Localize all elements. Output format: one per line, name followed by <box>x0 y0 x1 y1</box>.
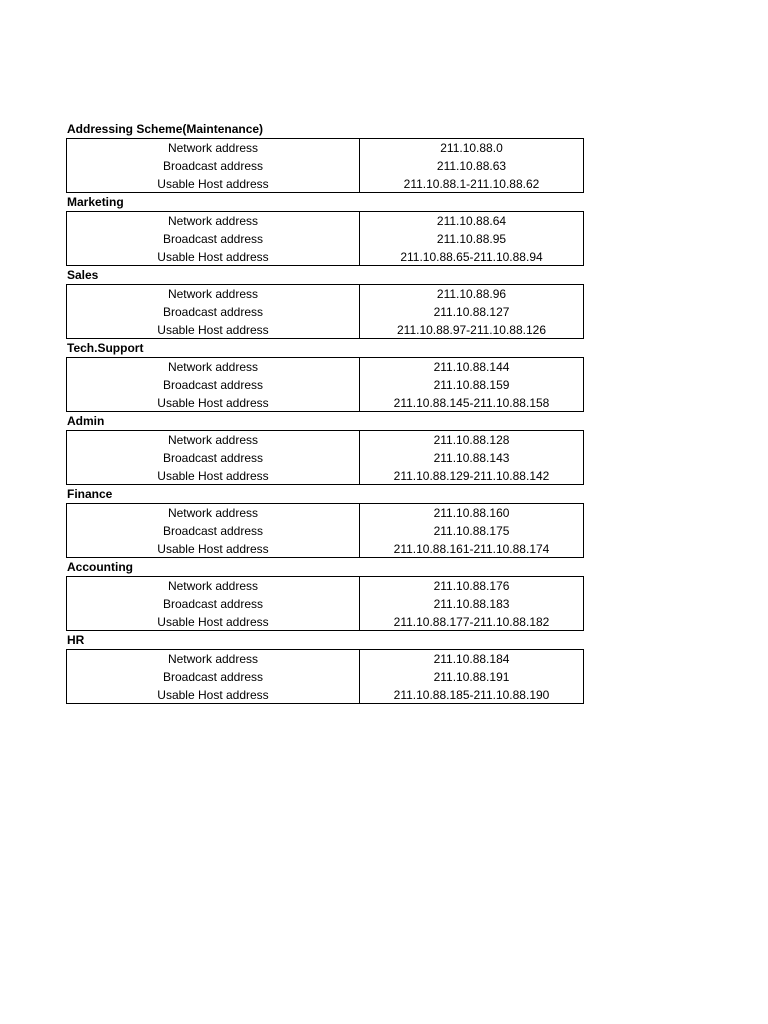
network-address-label: Network address <box>167 433 259 447</box>
broadcast-address-label: Broadcast address <box>162 232 264 246</box>
label-column <box>67 650 360 703</box>
network-address-label: Network address <box>167 287 259 301</box>
usable-host-range-value: 211.10.88.129-211.10.88.142 <box>393 469 550 483</box>
value-column <box>360 431 583 484</box>
broadcast-address-label: Broadcast address <box>162 305 264 319</box>
section-title-sales: Sales <box>67 268 99 282</box>
broadcast-address-label: Broadcast address <box>162 597 264 611</box>
section-title-admin: Admin <box>67 414 105 428</box>
address-table-marketing <box>66 211 584 266</box>
label-column <box>67 285 360 338</box>
network-address-value: 211.10.88.144 <box>433 360 510 374</box>
value-column <box>360 285 583 338</box>
value-column <box>360 650 583 703</box>
broadcast-address-label: Broadcast address <box>162 670 264 684</box>
broadcast-address-label: Broadcast address <box>162 451 264 465</box>
label-column <box>67 358 360 411</box>
address-table-finance <box>66 503 584 558</box>
value-column <box>360 358 583 411</box>
network-address-label: Network address <box>167 652 259 666</box>
broadcast-address-label: Broadcast address <box>162 159 264 173</box>
network-address-label: Network address <box>167 579 259 593</box>
network-address-value: 211.10.88.176 <box>433 579 510 593</box>
network-address-value: 211.10.88.96 <box>436 287 507 301</box>
address-table-sales <box>66 284 584 339</box>
value-column <box>360 504 583 557</box>
broadcast-address-value: 211.10.88.95 <box>436 232 507 246</box>
usable-host-address-label: Usable Host address <box>157 396 269 410</box>
broadcast-address-value: 211.10.88.143 <box>433 451 510 465</box>
label-column <box>67 431 360 484</box>
label-column <box>67 504 360 557</box>
section-title-accounting: Accounting <box>67 560 133 574</box>
usable-host-range-value: 211.10.88.1-211.10.88.62 <box>403 177 540 191</box>
address-table-hr <box>66 649 584 704</box>
broadcast-address-value: 211.10.88.159 <box>433 378 510 392</box>
section-title-finance: Finance <box>67 487 113 501</box>
usable-host-address-label: Usable Host address <box>157 250 269 264</box>
broadcast-address-value: 211.10.88.127 <box>433 305 510 319</box>
usable-host-address-label: Usable Host address <box>157 615 269 629</box>
value-column <box>360 212 583 265</box>
broadcast-address-value: 211.10.88.183 <box>433 597 510 611</box>
network-address-value: 211.10.88.0 <box>440 141 503 155</box>
network-address-label: Network address <box>167 360 259 374</box>
usable-host-address-label: Usable Host address <box>157 469 269 483</box>
network-address-value: 211.10.88.184 <box>433 652 510 666</box>
usable-host-address-label: Usable Host address <box>157 688 269 702</box>
network-address-label: Network address <box>167 141 259 155</box>
address-table-tech-support <box>66 357 584 412</box>
broadcast-address-label: Broadcast address <box>162 524 264 538</box>
broadcast-address-label: Broadcast address <box>162 378 264 392</box>
section-title-tech-support: Tech.Support <box>67 341 144 355</box>
usable-host-range-value: 211.10.88.185-211.10.88.190 <box>393 688 550 702</box>
value-column <box>360 139 583 192</box>
usable-host-range-value: 211.10.88.177-211.10.88.182 <box>393 615 550 629</box>
usable-host-address-label: Usable Host address <box>157 323 269 337</box>
address-table-accounting <box>66 576 584 631</box>
label-column <box>67 577 360 630</box>
usable-host-range-value: 211.10.88.145-211.10.88.158 <box>393 396 550 410</box>
network-address-value: 211.10.88.64 <box>436 214 507 228</box>
usable-host-range-value: 211.10.88.97-211.10.88.126 <box>396 323 547 337</box>
label-column <box>67 139 360 192</box>
usable-host-range-value: 211.10.88.65-211.10.88.94 <box>400 250 543 264</box>
section-title-marketing: Marketing <box>67 195 124 209</box>
section-title-hr: HR <box>67 633 85 647</box>
broadcast-address-value: 211.10.88.175 <box>433 524 510 538</box>
network-address-label: Network address <box>167 214 259 228</box>
usable-host-range-value: 211.10.88.161-211.10.88.174 <box>393 542 550 556</box>
label-column <box>67 212 360 265</box>
network-address-label: Network address <box>167 506 259 520</box>
broadcast-address-value: 211.10.88.191 <box>433 670 510 684</box>
broadcast-address-value: 211.10.88.63 <box>436 159 507 173</box>
usable-host-address-label: Usable Host address <box>157 542 269 556</box>
usable-host-address-label: Usable Host address <box>157 177 269 191</box>
network-address-value: 211.10.88.128 <box>433 433 510 447</box>
addressing-document <box>66 120 584 704</box>
network-address-value: 211.10.88.160 <box>433 506 510 520</box>
section-title-maintenance: Addressing Scheme(Maintenance) <box>67 122 264 136</box>
value-column <box>360 577 583 630</box>
address-table-admin <box>66 430 584 485</box>
address-table-maintenance <box>66 138 584 193</box>
